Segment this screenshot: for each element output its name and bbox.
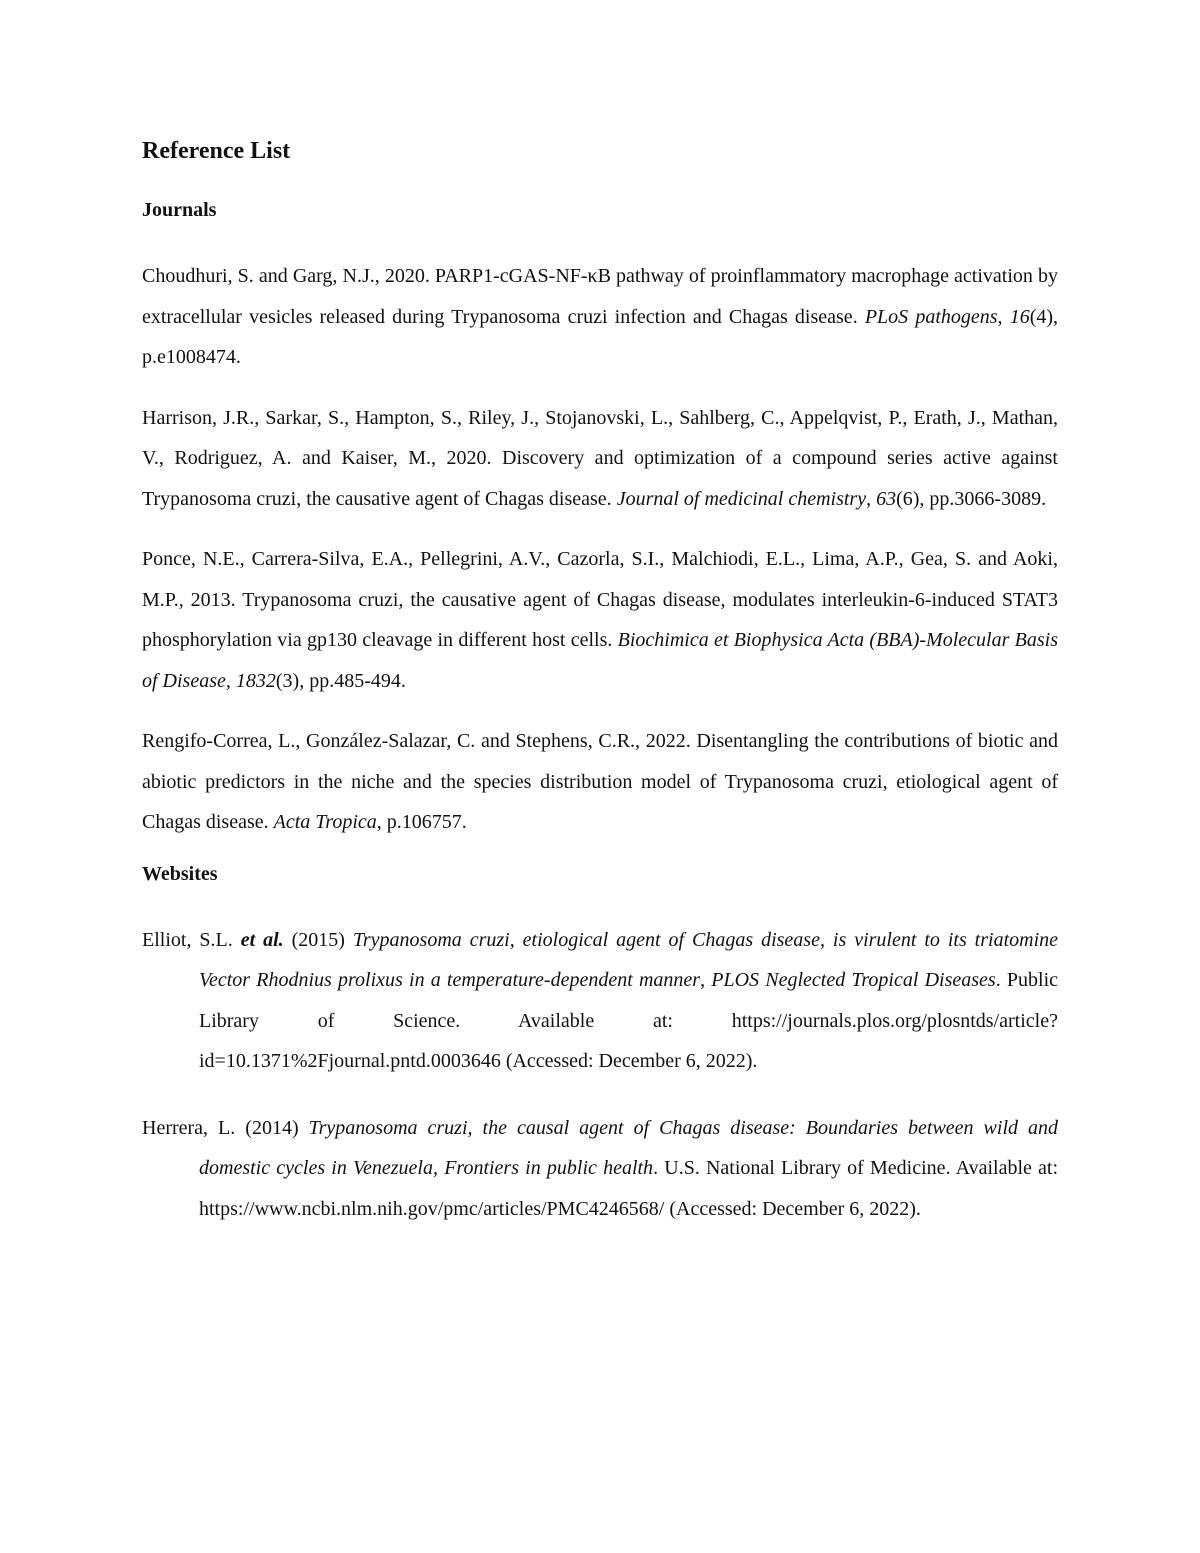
journal-reference: Choudhuri, S. and Garg, N.J., 2020. PARP1-cGAS-NF-κB pathway of proinflammatory macrophage activation by extracellular vesicles released during Trypanosoma cruzi infection and Chagas disease. PLoS pathogens, 16(4), p.e1008474. — [142, 265, 1059, 368]
website-link-text: Available at: https://journals.plos.org/plosntds/article?id=10.1371%2Fjournal.pntd.0003646 (Accessed: December 6, 2022). — [199, 1009, 1058, 1072]
journal-reference: Rengifo-Correa, L., González-Salazar, C. and Stephens, C.R., 2022. Disentangling the contributions of biotic and abiotic predictors in the niche and the species distribution model of Trypanosoma cruzi, etiological agent of Chagas disease. Acta Tropica, p.106757. — [142, 730, 1058, 833]
website-link-text: Available at: https://www.ncbi.nlm.nih.gov/pmc/articles/PMC4246568/ (Accessed: December 6, 2022). — [199, 1157, 1059, 1220]
websites-heading: Websites — [142, 862, 218, 885]
journal-reference: Ponce, N.E., Carrera-Silva, E.A., Pellegrini, A.V., Cazorla, S.I., Malchiodi, E.L., Lima, A.P., Gea, S. and Aoki, M.P., 2013. Trypanosoma cruzi, the causative agent of Chagas disease, modulates interleukin-6-induced STAT3 phosphorylation via gp130 cleavage in different host cells. Biochimica et Biophysica Acta (BBA)-Molecular Basis of Disease, 1832(3), pp.485-494. — [142, 548, 1058, 692]
journal-reference: Harrison, J.R., Sarkar, S., Hampton, S., Riley, J., Stojanovski, L., Sahlberg, C., Appelqvist, P., Erath, J., Mathan, V., Rodriguez, A. and Kaiser, M., 2020. Discovery and optimization of a compound series active against Trypanosoma cruzi, the causative agent of Chagas disease. Journal of medicinal chemistry, 63(6), pp.3066-3089. — [142, 406, 1058, 510]
document-body — [142, 138, 1058, 1255]
journals-heading: Journals — [142, 199, 217, 221]
page-title: Reference List — [142, 138, 291, 164]
website-reference: Herrera, L. (2014) Trypanosoma cruzi, the causal agent of Chagas disease: Boundaries between wild and domestic cycles in Venezuela, Frontiers in public health. U.S. National Library of Medicine. Available at: https://www.ncbi.nlm.nih.gov/pmc/articles/PMC4246568/ (Accessed: December 6, 2022). — [142, 1116, 1059, 1220]
website-reference: Elliot, S.L. et al. (2015) Trypanosoma cruzi, etiological agent of Chagas disease, is virulent to its triatomine Vector Rhodnius prolixus in a temperature-dependent manner, PLOS Neglected Tropical Diseases. Public Library of Science. Available at: https://journals.plos.org/plosntds/article?id=10.1371%2Fjournal.pntd.0003646 (Accessed: December 6, 2022). — [142, 928, 1059, 1072]
